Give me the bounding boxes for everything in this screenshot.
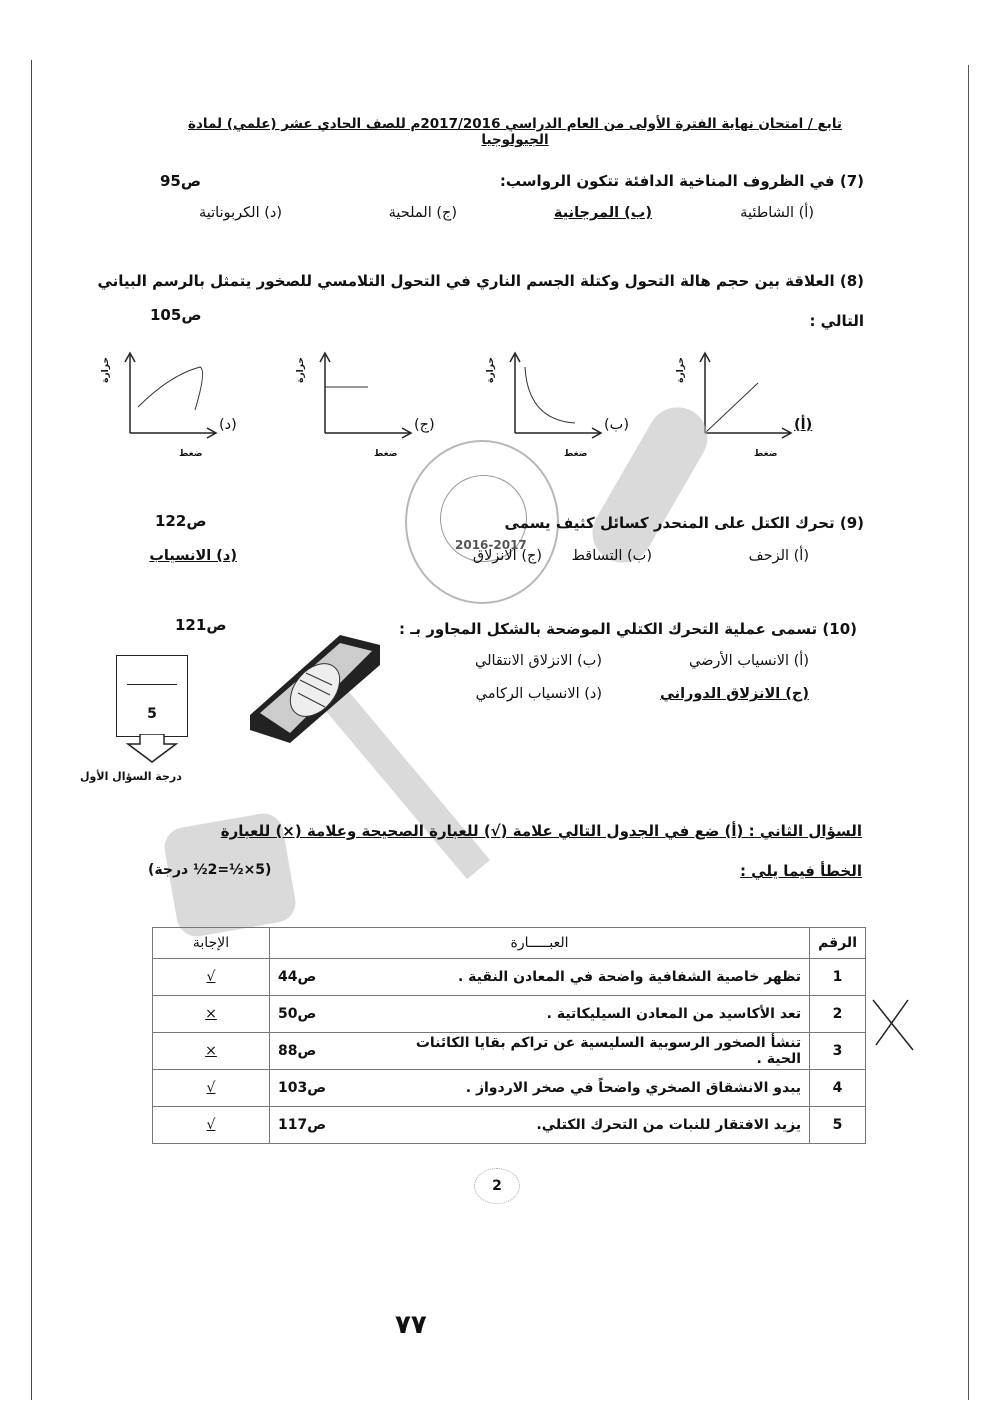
q9-option-d: (د) الانسياب bbox=[149, 548, 237, 564]
arrow-down-icon bbox=[126, 734, 178, 764]
header-num: الرقم bbox=[810, 928, 866, 959]
q9-option-b: (ب) التساقط bbox=[571, 548, 652, 564]
table-header-row bbox=[153, 928, 866, 959]
graph-label: (ج) bbox=[414, 417, 435, 433]
table-row bbox=[153, 1033, 866, 1070]
graph-label: (أ) bbox=[794, 417, 813, 433]
handwritten-page-mark: ٧٧ bbox=[395, 1310, 427, 1340]
header-statement: العبـــــارة bbox=[270, 928, 810, 959]
row-statement: يبدو الانشقاق الصخري واضحاً في صخر الاردواز . bbox=[376, 1070, 810, 1107]
graph-option-c bbox=[290, 345, 435, 465]
q9-page-ref: ص122 bbox=[155, 512, 207, 530]
row-num: 5 bbox=[810, 1107, 866, 1144]
y-axis-label: حرارة bbox=[295, 357, 306, 383]
header-answer: الإجابة bbox=[153, 928, 270, 959]
q10-option-d: (د) الانسياب الركامي bbox=[475, 686, 602, 702]
graph-d-svg bbox=[95, 345, 245, 465]
q7-page-ref: ص95 bbox=[160, 172, 202, 190]
stamp-year: 2016-2017 bbox=[455, 538, 527, 552]
q10-page-ref: ص121 bbox=[175, 616, 227, 634]
q7-option-d: (د) الكربوناتية bbox=[199, 205, 282, 221]
row-num: 2 bbox=[810, 996, 866, 1033]
question-8: (8) العلاقة بين حجم هالة التحول وكتلة الجسم الناري في التحول التلامسي للصخور يتمثل بالرسم البياني bbox=[97, 272, 864, 290]
question-8-cont: التالي : bbox=[809, 312, 864, 330]
table-row bbox=[153, 959, 866, 996]
question-7: (7) في الظروف المناخية الدافئة تتكون الرواسب: bbox=[499, 172, 864, 190]
row-num: 1 bbox=[810, 959, 866, 996]
row-statement: تنشأ الصخور الرسوبية السليسية عن تراكم بقايا الكائنات الحية . bbox=[376, 1033, 810, 1070]
row-ref: ص44 bbox=[270, 959, 377, 996]
row-answer: × bbox=[153, 996, 270, 1033]
table-row bbox=[153, 1107, 866, 1144]
graph-option-d bbox=[95, 345, 237, 465]
row-num: 3 bbox=[810, 1033, 866, 1070]
x-axis-label: ضغط bbox=[179, 449, 203, 459]
graph-c-svg bbox=[290, 345, 440, 465]
row-num: 4 bbox=[810, 1070, 866, 1107]
q10-option-c: (ج) الانزلاق الدوراني bbox=[659, 686, 809, 702]
row-answer: √ bbox=[153, 1107, 270, 1144]
true-false-table bbox=[152, 927, 866, 1144]
y-axis-label: حرارة bbox=[485, 357, 496, 383]
row-ref: ص103 bbox=[270, 1070, 377, 1107]
graph-label: (د) bbox=[219, 417, 237, 433]
q7-option-c: (ج) الملحية bbox=[388, 205, 457, 221]
rotational-slide-figure bbox=[240, 625, 390, 745]
x-axis-label: ضغط bbox=[374, 449, 398, 459]
question-10: (10) تسمى عملية التحرك الكتلي الموضحة بالشكل المجاور بـ : bbox=[399, 620, 857, 638]
row-statement: تظهر خاصية الشفافية واضحة في المعادن النقية . bbox=[376, 959, 810, 996]
scan-border-right bbox=[968, 65, 969, 1400]
question-2-title: السؤال الثاني : (أ) ضع في الجدول التالي علامة (√) للعبارة الصحيحة وعلامة (×) للعبارة bbox=[220, 822, 862, 840]
row-answer: × bbox=[153, 1033, 270, 1070]
row-answer: √ bbox=[153, 959, 270, 996]
table-row bbox=[153, 1070, 866, 1107]
q9-option-a: (أ) الزحف bbox=[748, 548, 809, 564]
q10-option-b: (ب) الانزلاق الانتقالي bbox=[474, 653, 602, 669]
q10-option-a: (أ) الانسياب الأرضي bbox=[689, 653, 809, 669]
row-statement: تعد الأكاسيد من المعادن السيليكاتية . bbox=[376, 996, 810, 1033]
q7-option-b: (ب) المرجانية bbox=[553, 205, 652, 221]
table-row bbox=[153, 996, 866, 1033]
handwritten-x-mark bbox=[868, 995, 918, 1055]
score-total: 5 bbox=[147, 706, 157, 722]
y-axis-label: حرارة bbox=[100, 357, 111, 383]
q9-option-c: (ج) الانزلاق bbox=[472, 548, 542, 564]
question-2-marks: (5×½=2½ درجة) bbox=[148, 862, 272, 878]
score-box bbox=[116, 655, 188, 737]
q8-page-ref: ص105 bbox=[150, 306, 202, 324]
scan-border-left bbox=[31, 60, 32, 1400]
question-9: (9) تحرك الكتل على المنحدر كسائل كثيف يسمى bbox=[504, 514, 864, 532]
x-axis-label: ضغط bbox=[564, 449, 588, 459]
q7-option-a: (أ) الشاطئية bbox=[740, 205, 814, 221]
score-label: درجة السؤال الأول bbox=[80, 770, 182, 783]
question-2-title-cont: الخطأ فيما يلي : bbox=[739, 862, 862, 880]
row-ref: ص88 bbox=[270, 1033, 377, 1070]
row-statement: يزيد الافتقار للنبات من التحرك الكتلي. bbox=[376, 1107, 810, 1144]
score-line bbox=[127, 684, 177, 685]
row-answer: √ bbox=[153, 1070, 270, 1107]
x-axis-label: ضغط bbox=[754, 449, 778, 459]
row-ref: ص117 bbox=[270, 1107, 377, 1144]
page-number: 2 bbox=[474, 1168, 520, 1204]
row-ref: ص50 bbox=[270, 996, 377, 1033]
y-axis-label: حرارة bbox=[675, 357, 686, 383]
graph-label: (ب) bbox=[604, 417, 629, 433]
exam-header: تابع / امتحان نهاية الفترة الأولى من العام الدراسي 2017/2016م للصف الحادي عشر (علمي) لمادة الجيولوجيا bbox=[188, 116, 842, 148]
